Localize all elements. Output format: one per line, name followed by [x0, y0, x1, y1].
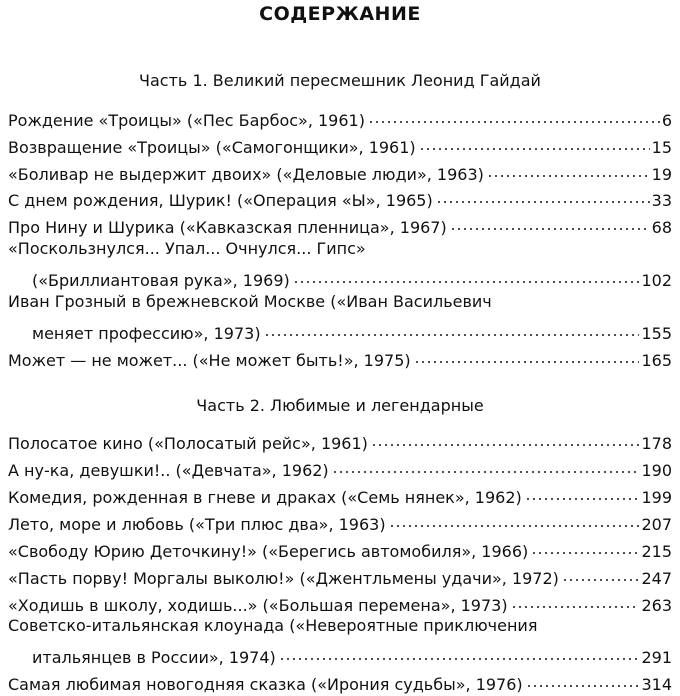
- page-number: 6: [661, 111, 672, 130]
- entry-title: Иван Грозный в брежневской Москве («Иван Васильевич: [8, 292, 492, 311]
- leader-dots: [332, 454, 640, 476]
- leader-dots: [562, 562, 640, 584]
- page-number: 207: [641, 515, 672, 534]
- toc-entry[interactable]: [8, 508, 672, 534]
- leader-dots: [419, 131, 650, 153]
- toc-entry[interactable]: [8, 238, 672, 290]
- page-number: 190: [641, 461, 672, 480]
- toc-entry[interactable]: [8, 158, 672, 184]
- entry-title-continued: итальянцев в России», 1974): [32, 648, 276, 667]
- toc-entry[interactable]: [8, 344, 672, 370]
- part-2-heading: Часть 2. Любимые и легендарные: [196, 396, 484, 415]
- toc-entry[interactable]: [8, 615, 672, 667]
- entry-title: С днем рождения, Шурик! («Операция «Ы», 1965): [8, 191, 433, 210]
- leader-dots: [371, 427, 640, 449]
- entry-title: Про Нину и Шурика («Кавказская пленница», 1967): [8, 218, 447, 237]
- page-number: 155: [641, 324, 672, 343]
- toc-entry[interactable]: [8, 104, 672, 130]
- entry-title: А ну-ка, девушки!.. («Девчата», 1962): [8, 461, 329, 480]
- entry-title: Советско-итальянская клоунада («Невероятные приключения: [8, 616, 538, 635]
- toc-title: СОДЕРЖАНИЕ: [259, 3, 421, 25]
- page-number: 291: [641, 648, 672, 667]
- entry-title: Самая любимая новогодняя сказка («Ирония судьбы», 1976): [8, 675, 523, 694]
- page-number: 247: [641, 569, 672, 588]
- leader-dots: [279, 641, 640, 663]
- leader-dots: [525, 481, 640, 503]
- leader-dots: [511, 589, 640, 611]
- toc-entry[interactable]: [8, 562, 672, 588]
- toc-entry[interactable]: [8, 184, 672, 210]
- entry-title: Рождение «Троицы» («Пес Барбос», 1961): [8, 111, 365, 130]
- entry-title: «Пасть порву! Моргалы выколю!» («Джентльмены удачи», 1972): [8, 569, 559, 588]
- toc-entry[interactable]: [8, 589, 672, 615]
- toc-entry[interactable]: [8, 291, 672, 343]
- page-number: 314: [641, 675, 672, 694]
- entry-title-continued: меняет профессию», 1973): [32, 324, 261, 343]
- leader-dots: [526, 668, 640, 690]
- leader-dots: [487, 158, 650, 180]
- toc-entry[interactable]: [8, 454, 672, 480]
- entry-title: «Боливар не выдержит двоих» («Деловые люди», 1963): [8, 165, 484, 184]
- page-number: 215: [641, 542, 672, 561]
- part-1-heading: Часть 1. Великий пересмешник Леонид Гайдай: [139, 71, 541, 90]
- page-number: 19: [651, 165, 672, 184]
- leader-dots: [450, 211, 650, 233]
- entry-title: Может — не может... («Не может быть!», 1975): [8, 351, 411, 370]
- toc-entry[interactable]: [8, 427, 672, 453]
- entry-title: Возвращение «Троицы» («Самогонщики», 1961): [8, 138, 416, 157]
- entry-title: «Ходишь в школу, ходишь...» («Большая перемена», 1973): [8, 596, 508, 615]
- page-number: 263: [641, 596, 672, 615]
- entry-title: «Свободу Юрию Деточкину!» («Берегись автомобиля», 1966): [8, 542, 529, 561]
- page-number: 199: [641, 488, 672, 507]
- page-number: 102: [641, 271, 672, 290]
- leader-dots: [389, 508, 640, 530]
- entry-title: Лето, море и любовь («Три плюс два», 1963): [8, 515, 386, 534]
- toc-entry[interactable]: [8, 535, 672, 561]
- entry-title-continued: («Бриллиантовая рука», 1969): [32, 271, 290, 290]
- page-number: 68: [651, 218, 672, 237]
- leader-dots: [293, 264, 640, 286]
- leader-dots: [436, 184, 650, 206]
- toc-entry[interactable]: [8, 481, 672, 507]
- entry-title: Комедия, рожденная в гневе и драках («Семь нянек», 1962): [8, 488, 522, 507]
- leader-dots: [531, 535, 639, 557]
- entry-title: Полосатое кино («Полосатый рейс», 1961): [8, 434, 368, 453]
- page-number: 33: [651, 191, 672, 210]
- leader-dots: [368, 104, 660, 126]
- page-number: 15: [651, 138, 672, 157]
- entry-title: «Поскользнулся... Упал... Очнулся... Гипс»: [8, 239, 366, 258]
- page-number: 165: [641, 351, 672, 370]
- toc-entry[interactable]: [8, 211, 672, 237]
- toc-entry[interactable]: [8, 131, 672, 157]
- leader-dots: [414, 344, 640, 366]
- page-number: 178: [641, 434, 672, 453]
- leader-dots: [264, 317, 640, 339]
- toc-entry[interactable]: [8, 668, 672, 694]
